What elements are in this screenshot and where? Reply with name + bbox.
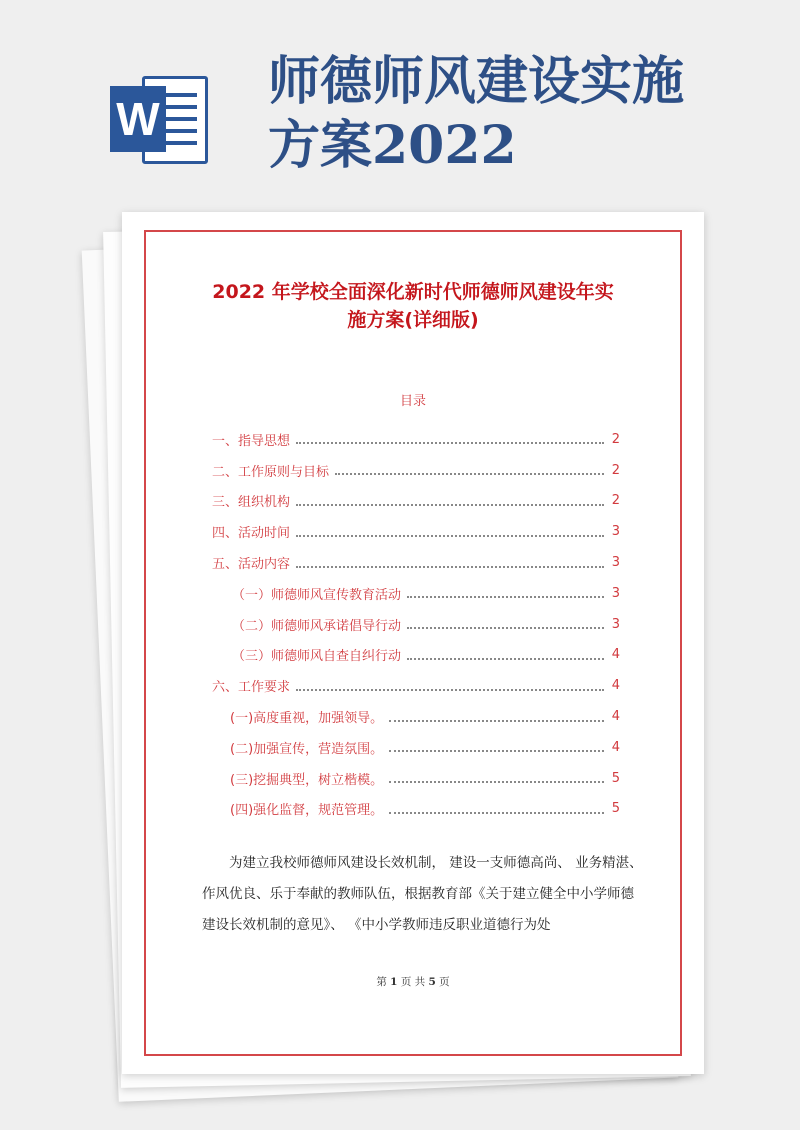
toc-entry-page: 5	[611, 770, 620, 786]
footer-suffix: 页	[439, 976, 450, 988]
banner	[0, 0, 800, 200]
toc-entry-label: 五、活动内容	[212, 557, 291, 573]
footer-page-number: 1	[390, 976, 398, 988]
banner-title-line2: 方案2022	[268, 115, 517, 176]
document-title	[162, 278, 664, 334]
toc-entry-page: 2	[611, 493, 620, 509]
toc-entry	[212, 424, 620, 455]
toc-entry	[212, 732, 620, 763]
toc-entry-label: （二）师德师风承诺倡导行动	[232, 618, 402, 634]
toc-entry-label: (一)高度重视，加强领导。	[230, 711, 384, 727]
body-paragraph: 为建立我校师德师风建设长效机制， 建设一支师德高尚、 业务精湛、作风优良、乐于奉献的教师队伍，根据教育部《关于建立健全中小学师德建设长效机制的意见》、 《中小学教师违反职业道德行为处	[202, 855, 643, 933]
toc-leader-dots	[389, 750, 604, 752]
toc-leader-dots	[389, 720, 604, 722]
toc-entry-page: 5	[611, 801, 620, 817]
toc-entry-label: 四、活动时间	[212, 526, 291, 542]
footer-prefix: 第	[376, 976, 387, 988]
toc-heading: 目录	[399, 394, 426, 409]
toc-entry-label: （一）师德师风宣传教育活动	[232, 587, 402, 603]
page-footer	[122, 974, 704, 989]
toc-leader-dots	[296, 689, 604, 691]
document-page	[122, 212, 704, 1074]
toc-entry-label: 六、工作要求	[212, 680, 291, 696]
word-letter-badge: W	[110, 86, 166, 152]
toc-entry-page: 4	[611, 739, 620, 755]
toc-entry-label: 一、指导思想	[212, 433, 291, 449]
toc-entry	[212, 547, 620, 578]
toc-entry	[212, 609, 620, 640]
banner-title-line1: 师德师风建设实施	[268, 51, 685, 112]
toc-entry-page: 3	[611, 524, 620, 540]
toc-leader-dots	[389, 812, 604, 814]
footer-total-pages: 5	[428, 976, 436, 988]
table-of-contents	[212, 424, 620, 824]
toc-entry	[212, 578, 620, 609]
toc-entry	[212, 516, 620, 547]
toc-entry-label: 三、组织机构	[212, 495, 291, 511]
banner-title	[268, 50, 788, 178]
toc-entry-page: 2	[611, 462, 620, 478]
toc-entry-label: (四)强化监督，规范管理。	[230, 803, 384, 819]
toc-entry	[212, 794, 620, 825]
document-title-line1: 2022 年学校全面深化新时代师德师风建设年实	[212, 281, 614, 303]
toc-leader-dots	[407, 627, 604, 629]
toc-entry	[212, 640, 620, 671]
toc-leader-dots	[407, 658, 604, 660]
toc-leader-dots	[296, 566, 604, 568]
toc-leader-dots	[296, 535, 604, 537]
toc-entry	[212, 763, 620, 794]
word-doc-icon	[110, 72, 210, 168]
toc-entry-label: (二)加强宣传，营造氛围。	[230, 741, 384, 757]
toc-entry-page: 4	[611, 647, 620, 663]
toc-leader-dots	[335, 473, 604, 475]
toc-leader-dots	[296, 504, 604, 506]
toc-entry-page: 2	[611, 431, 620, 447]
toc-leader-dots	[407, 596, 604, 598]
toc-entry	[212, 670, 620, 701]
toc-entry-label: (三)挖掘典型，树立楷模。	[230, 772, 384, 788]
toc-entry-page: 3	[611, 585, 620, 601]
toc-entry	[212, 701, 620, 732]
toc-leader-dots	[389, 781, 604, 783]
toc-entry	[212, 486, 620, 517]
toc-entry-label: （三）师德师风自查自纠行动	[232, 649, 402, 665]
document-title-line2: 施方案(详细版)	[347, 309, 479, 331]
footer-mid: 页 共	[400, 976, 426, 988]
toc-entry	[212, 455, 620, 486]
body-text	[202, 848, 644, 941]
toc-entry-page: 3	[611, 555, 620, 571]
toc-entry-page: 3	[611, 616, 620, 632]
toc-leader-dots	[296, 442, 604, 444]
toc-entry-label: 二、工作原则与目标	[212, 464, 330, 480]
toc-entry-page: 4	[611, 678, 620, 694]
toc-entry-page: 4	[611, 709, 620, 725]
